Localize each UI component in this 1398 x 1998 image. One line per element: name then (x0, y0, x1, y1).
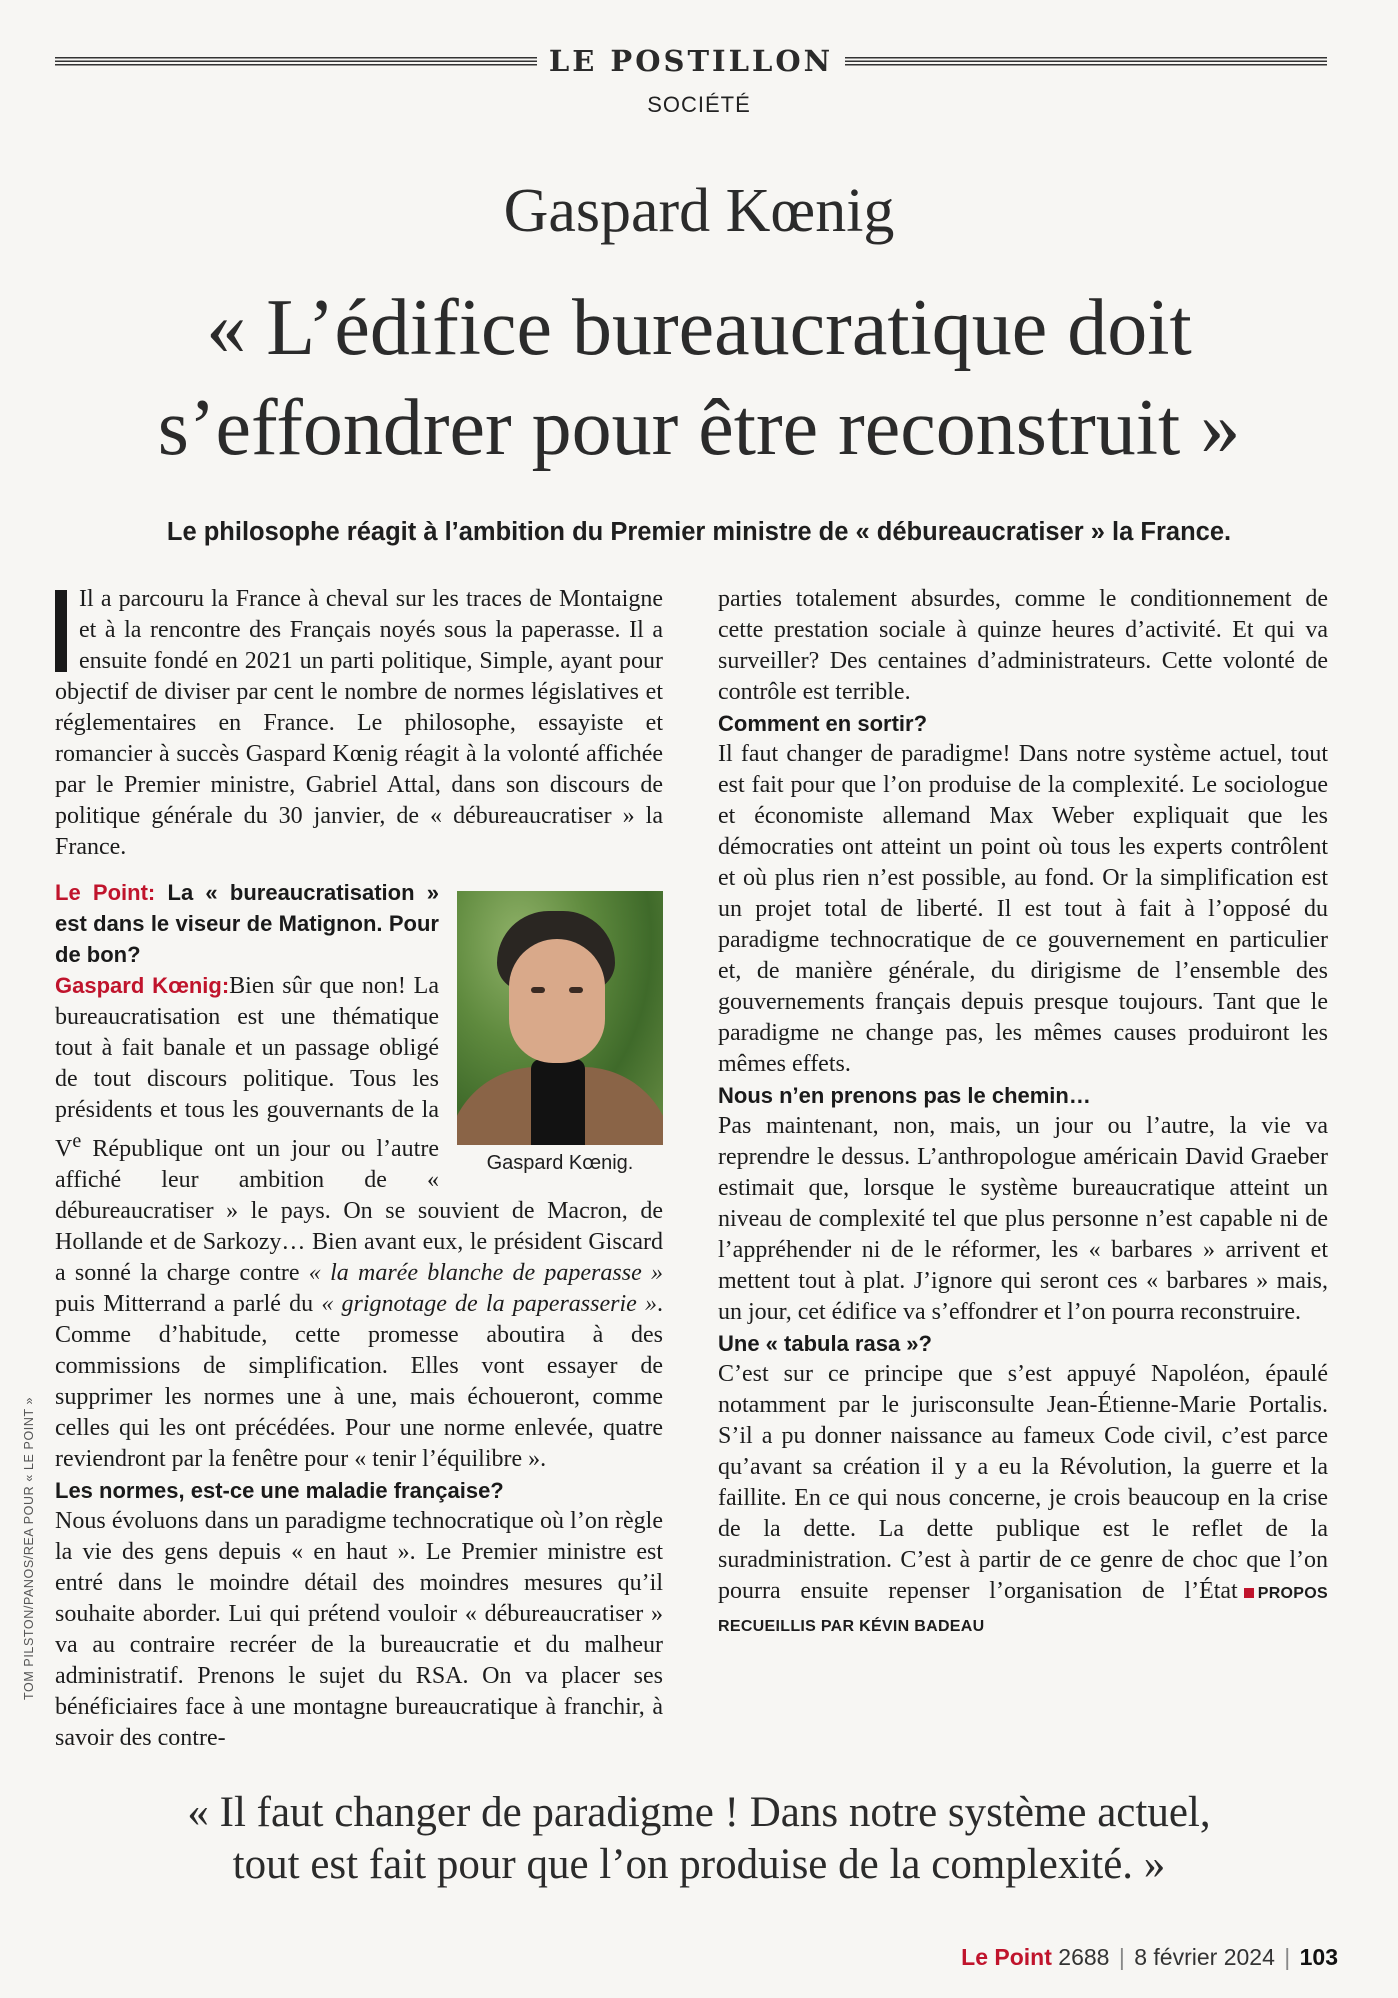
question-1-text: La « bureaucratisation » est dans le viseur de Matignon. Pour de bon? (55, 880, 439, 967)
folio-page-number: 103 (1299, 1944, 1338, 1970)
masthead-rule-right (845, 57, 1327, 66)
answer-2: Nous évoluons dans un paradigme technocratique où l’on règle la vie des gens depuis « en haut ». Le Premier ministre est entré dans le moindre détail des moindres mesures qu’il souhaite aborder. Lui qui prétend vouloir « débureaucratiser » va au contraire recréer de la bureaucratie et du malheur administratif. Prenons le sujet du RSA. On va placer ses bénéficiaires face à une montagne bureaucratique à franchir, à savoir des contre- (55, 1508, 663, 1751)
photo-credit: TOM PILSTON/PANOS/REA POUR « LE POINT » (22, 1396, 36, 1700)
answer-5-text: C’est sur ce principe que s’est appuyé Napoléon, épaulé notamment par le jurisconsulte Jean-Étienne-Marie Portalis. S’il a pu donner naissance au fameux Code civil, c’est parce qu’avant sa création il y a eu la Révolution, la guerre et la faillite. En ce qui nous concerne, je crois beaucoup en la crise de la dette. La dette publique est le reflet de la suradministration. C’est à partir de ce genre de choc que l’on pourra ensuite repenser l’organisation de l’État (718, 1361, 1328, 1604)
folio-date: 8 février 2024 (1134, 1944, 1275, 1970)
question-5: Une « tabula rasa »? (718, 1331, 932, 1356)
pull-quote-line-2: tout est fait pour que l’on produise de la complexité. » (232, 1841, 1166, 1888)
right-column (718, 584, 1328, 1642)
left-column (55, 584, 663, 1754)
folio-separator: | (1118, 1944, 1125, 1970)
question-2: Les normes, est-ce une maladie française? (55, 1478, 504, 1503)
standfirst: Le philosophe réagit à l’ambition du Premier ministre de « débureaucratiser » la France. (166, 518, 1232, 546)
photo-face (509, 939, 605, 1063)
answer-4: Pas maintenant, non, mais, un jour ou l’autre, la vie va reprendre le dessus. L’anthropologue américain David Graeber estimait que, lorsque le système bureaucratique atteint un niveau de complexité tel que plus personne n’est capable ni de l’appréhender ni de le réformer, les « barbares » arrivent et mettent tout à plat. J’ignore qui seront ces « barbares » mais, un jour, cet édifice va s’effondrer et l’on pourra reconstruire. (718, 1113, 1328, 1325)
question-1-label: Le Point: (55, 880, 156, 905)
answer-1-label: Gaspard Kœnig: (55, 973, 230, 998)
continuation-paragraph: parties totalement absurdes, comme le conditionnement de cette prestation sociale à quinze heures d’activité. Et qui va surveiller? Des centaines d’administrateurs. Cette volonté de contrôle est terrible. (718, 586, 1328, 705)
question-3: Comment en sortir? (718, 711, 928, 736)
masthead (55, 44, 1327, 78)
answer-1-sup: e (72, 1130, 82, 1152)
intro-paragraph (55, 584, 663, 863)
folio-separator: | (1284, 1944, 1291, 1970)
answer-1-text-1: Bien sûr que non! La bureaucratisation est une thématique tout à fait banale et un passage obligé de tout discours politique. Tous les présidents et tous les gouvernants de la V (55, 973, 439, 1162)
pull-quote-line-1: « Il faut changer de paradigme ! Dans notre système actuel, (187, 1789, 1211, 1836)
answer-1-text-4: . Comme d’habitude, cette promesse aboutira à des commissions de simplification. Elles vont essayer de supprimer les normes une à une, mais échoueront, comme celles qui les ont précédées. Pour une norme enlevée, quatre reviendront par la fenêtre pour « tenir l’équilibre ». (55, 1291, 663, 1472)
byline: PROPOS RECUEILLIS PAR KÉVIN BADEAU (718, 1585, 1328, 1635)
pull-quote (80, 1787, 1318, 1891)
answer-1-text-3: puis Mitterrand a parlé du (55, 1291, 322, 1317)
photo-eye-right (569, 987, 583, 993)
headline (60, 278, 1338, 478)
section-label: SOCIÉTÉ (647, 92, 751, 117)
portrait-photo (457, 891, 663, 1145)
folio (961, 1944, 1338, 1971)
drop-cap-bar (55, 590, 67, 672)
answer-1-quote-2: « grignotage de la paperasserie » (321, 1291, 657, 1317)
end-mark-square (1244, 1588, 1254, 1598)
photo-eye-left (531, 987, 545, 993)
question-4: Nous n’en prenons pas le chemin… (718, 1083, 1091, 1108)
photo-caption: Gaspard Kœnig. (486, 1152, 634, 1174)
masthead-title: LE POSTILLON (548, 44, 834, 78)
interviewee-name: Gaspard Kœnig (503, 177, 895, 245)
headline-line-2: s’effondrer pour être reconstruit » (157, 384, 1241, 472)
intro-text: Il a parcouru la France à cheval sur les traces de Montaigne et à la rencontre des Français noyés sous la paperasse. Il a ensuite fondé en 2021 un parti politique, Simple, ayant pour objectif de diviser par cent le nombre de normes législatives et réglementaires en France. Le philosophe, essayiste et romancier à succès Gaspard Kœnig réagit à la volonté affichée par le Premier ministre, Gabriel Attal, dans son discours de politique générale du 30 janvier, de « débureaucratiser » la France. (55, 586, 663, 860)
masthead-rule-left (55, 57, 537, 66)
headline-line-1: « L’édifice bureaucratique doit (206, 284, 1192, 372)
photo-collar (531, 1059, 585, 1145)
folio-issue: 2688 (1058, 1944, 1110, 1970)
folio-brand: Le Point (961, 1944, 1052, 1970)
answer-5 (718, 1359, 1328, 1642)
answer-1-text-2: République ont un jour ou l’autre affiché leur ambition de « débureaucratiser » le pays. On se souvient de Macron, de Hollande et de Sarkozy… Bien avant eux, le président Giscard a sonné la charge contre (55, 1136, 663, 1286)
answer-3: Il faut changer de paradigme! Dans notre système actuel, tout est fait pour que l’on produise de la complexité. Le sociologue et économiste allemand Max Weber expliquait que les démocraties ont atteint un point où tous les experts contrôlent et où plus rien n’est possible, au fond. Or la simplification est un projet total de liberté. Il est tout à fait à l’opposé du paradigme technocratique de ce gouvernement en particulier et, de manière générale, du dirigisme de l’ensemble des gouvernements français depuis presque toujours. Tant que le paradigme ne change pas, les mêmes causes produiront les mêmes effets. (718, 741, 1328, 1077)
answer-1-quote-1: « la marée blanche de paperasse » (308, 1260, 664, 1286)
